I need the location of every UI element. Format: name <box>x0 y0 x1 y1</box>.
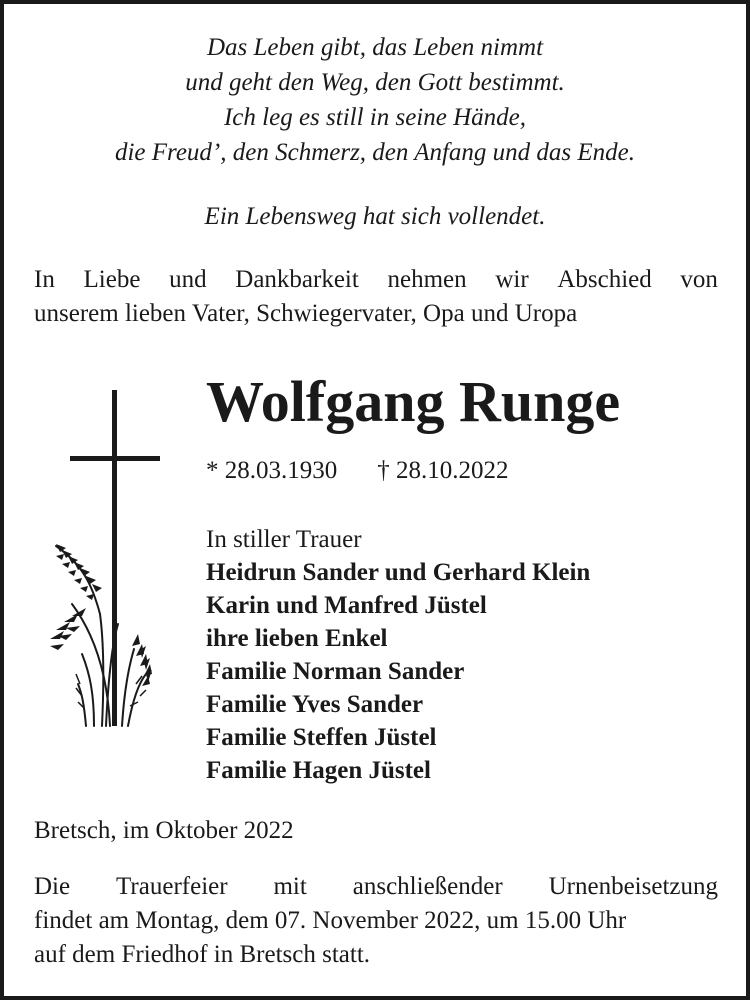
service-word: mit <box>273 873 307 900</box>
intro-word: Liebe <box>83 266 141 293</box>
birth-date: * 28.03.1930 <box>206 457 338 484</box>
service-word: anschließender <box>352 873 503 900</box>
intro-word: Dankbarkeit <box>235 266 359 293</box>
death-date: † 28.10.2022 <box>377 457 509 484</box>
intro-word: von <box>680 266 718 293</box>
intro-word: In <box>34 266 55 293</box>
cross-with-wheat-icon <box>42 384 172 734</box>
poem-line: die Freud’, den Schmerz, den Anfang und das Ende. <box>114 139 636 166</box>
funeral-service-info <box>34 870 718 972</box>
intro-word: Abschied <box>557 266 652 293</box>
intro-text <box>34 263 718 331</box>
place-and-date: Bretsch, im Oktober 2022 <box>34 817 294 844</box>
deceased-name: Wolfgang Runge <box>206 369 621 434</box>
life-dates <box>206 454 509 488</box>
mourners-lead: In stiller Trauer <box>206 526 362 553</box>
intro-word: und <box>169 266 207 293</box>
poem <box>4 30 746 170</box>
service-line-2: findet am Montag, dem 07. November 2022, um 15.00 Uhr <box>34 907 627 934</box>
service-line-3: auf dem Friedhof in Bretsch statt. <box>34 941 371 968</box>
service-word: Trauerfeier <box>116 873 228 900</box>
intro-word: wir <box>495 266 529 293</box>
mourner-name: ihre lieben Enkel <box>206 625 388 652</box>
mourner-name: Familie Yves Sander <box>206 691 424 718</box>
intro-word: nehmen <box>387 266 467 293</box>
service-word: Urnenbeisetzung <box>548 873 718 900</box>
intro-line-1 <box>34 263 718 297</box>
poem-line: Ich leg es still in seine Hände, <box>223 104 526 131</box>
service-line-1 <box>34 870 718 904</box>
poem-closing: Ein Lebensweg hat sich vollendet. <box>204 203 546 230</box>
intro-line-2: unserem lieben Vater, Schwiegervater, Opa und Uropa <box>34 300 578 327</box>
poem-line: Das Leben gibt, das Leben nimmt <box>206 34 544 61</box>
service-word: Die <box>34 873 71 900</box>
poem-line: und geht den Weg, den Gott bestimmt. <box>185 69 565 96</box>
mourner-name: Karin und Manfred Jüstel <box>206 592 487 619</box>
mourner-name: Familie Hagen Jüstel <box>206 757 431 784</box>
mourner-name: Familie Norman Sander <box>206 658 465 685</box>
mourners-block <box>206 523 590 787</box>
mourner-name: Heidrun Sander und Gerhard Klein <box>206 559 591 586</box>
mourner-name: Familie Steffen Jüstel <box>206 724 437 751</box>
